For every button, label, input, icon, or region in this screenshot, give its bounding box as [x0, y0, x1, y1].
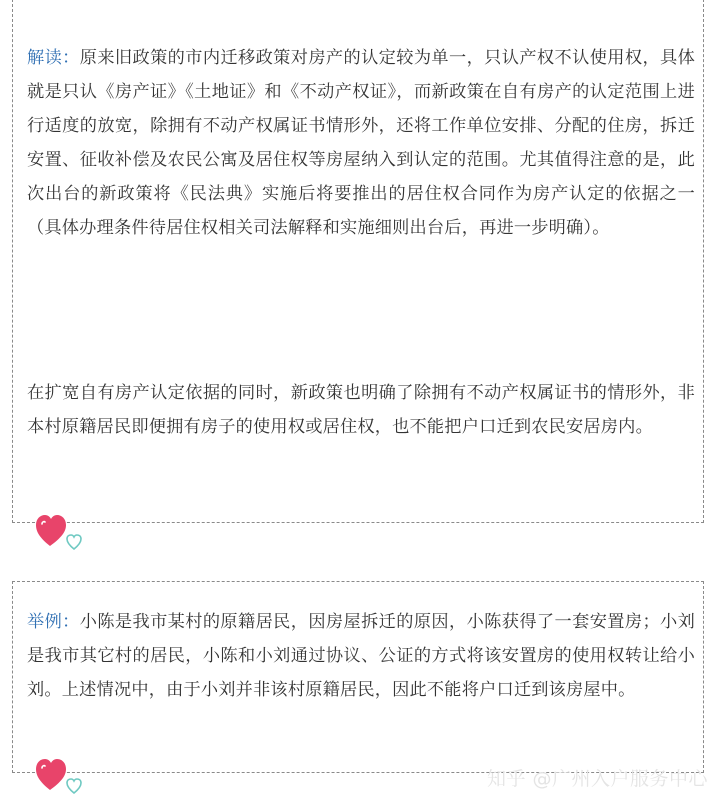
explanation-text: 原来旧政策的市内迁移政策对房产的认定较为单一，只认产权不认使用权，具体就是只认《房产证》《土地证》和《不动产权证》，而新政策在自有房产的认定范围上进行适度的放宽，除拥有不动产权属证书情形外，还将工作单位安排、分配的住房，拆迁安置、征收补偿及农民公寓及居住权等房屋纳入到认定的范围。尤其值得注意的是，此次出台的新政策将《民法典》实施后将要推出的居住权合同作为房产认定的依据之一（具体办理条件待居住权相关司法解释和实施细则出台后，再进一步明确）。 — [27, 48, 695, 238]
explanation-panel — [12, 0, 704, 523]
explanation-label: 解读： — [27, 48, 80, 68]
example-text: 小陈是我市某村的原籍居民，因房屋拆迁的原因，小陈获得了一套安置房；小刘是我市其它村的居民，小陈和小刘通过协议、公证的方式将该安置房的使用权转让给小刘。上述情况中，由于小刘并非该村原籍居民，因此不能将户口迁到该房屋中。 — [27, 612, 695, 700]
explanation-paragraph-2: 在扩宽自有房产认定依据的同时，新政策也明确了除拥有不动产权属证书的情形外，非本村原籍居民即便拥有房子的使用权或居住权，也不能把户口迁到农民安居房内。 — [27, 383, 695, 437]
example-paragraph — [27, 605, 695, 707]
example-label: 举例： — [27, 612, 80, 632]
example-panel — [12, 581, 704, 773]
explanation-paragraph-1 — [27, 41, 695, 245]
watermark: 知乎 @广州入户服务中心 — [486, 768, 708, 790]
hearts-decoration-icon — [36, 758, 88, 796]
hearts-decoration-icon — [36, 514, 88, 552]
